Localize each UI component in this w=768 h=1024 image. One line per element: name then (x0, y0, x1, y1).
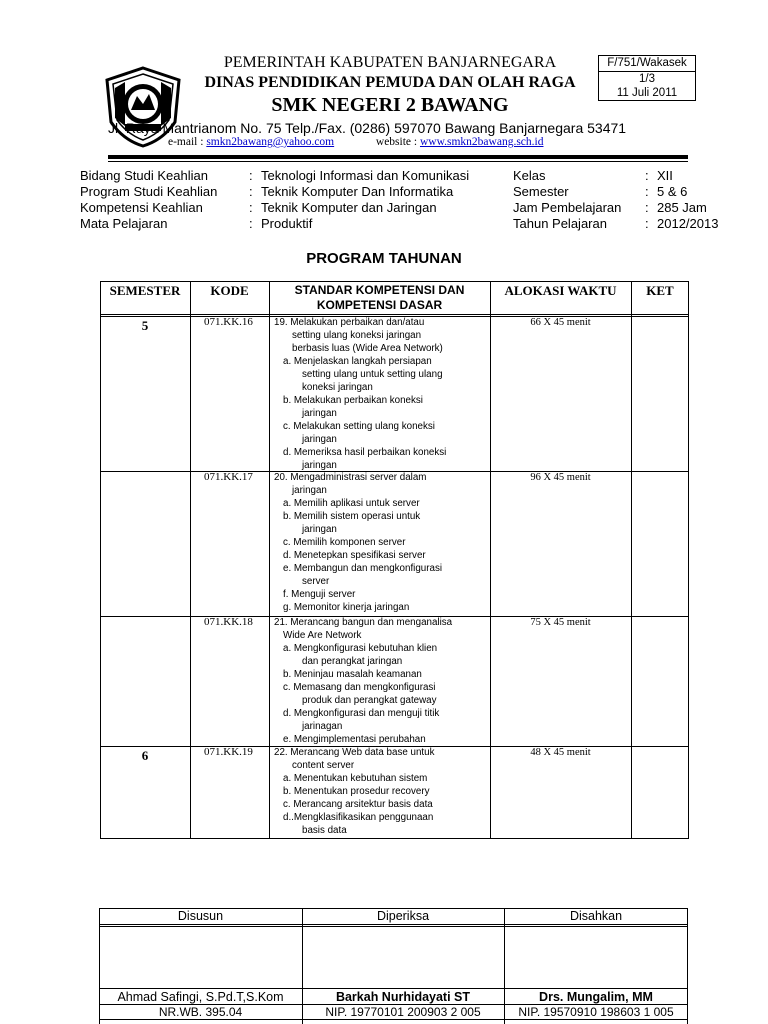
table-border (100, 838, 689, 839)
website-label: website : (375, 136, 418, 148)
info-value: XII (657, 168, 673, 183)
info-right-values (657, 168, 718, 232)
competency-line: jarinagan (302, 721, 343, 732)
competency-line: c. Melakukan setting ulang koneksi (283, 421, 435, 432)
competency-line: basis data (302, 825, 347, 836)
info-left-colons: : : : : (249, 168, 253, 231)
competency-line: e. Mengimplementasi perubahan (283, 734, 426, 745)
info-value: Produktif (261, 216, 313, 231)
doc-code: F/751/Wakasek (599, 56, 695, 72)
sign-name: Barkah Nurhidayati ST (335, 990, 471, 1004)
info-label: Kelas (513, 168, 546, 183)
competency-line: 19. Melakukan perbaikan dan/atau (274, 317, 425, 328)
competency-line: f. Menguji server (283, 589, 356, 600)
sign-header-disahkan: Disahkan (569, 909, 623, 923)
header-government: PEMERINTAH KABUPATEN BANJARNEGARA (223, 54, 557, 71)
competency-line: a. Menentukan kebutuhan sistem (283, 773, 428, 784)
header-divider (100, 314, 689, 315)
info-label: Tahun Pelajaran (513, 216, 607, 231)
signature-table (99, 908, 688, 1024)
competency-line: server (302, 576, 330, 587)
column-divider (190, 281, 191, 839)
competency-line: a. Menjelaskan langkah persiapan (283, 356, 432, 367)
competency-line: content server (292, 760, 355, 771)
competency-line: jaringan (292, 485, 327, 496)
competency-line: berbasis luas (Wide Area Network) (292, 343, 443, 354)
header-standar-line2: KOMPETENSI DASAR (316, 298, 443, 312)
sign-name: Ahmad Safingi, S.Pd.T,S.Kom (117, 990, 284, 1004)
sign-id: NIP. 19570910 198603 1 005 (518, 1005, 674, 1019)
info-label: Mata Pelajaran (80, 216, 168, 231)
header-kode: KODE (210, 283, 249, 298)
header-address: Jl. Raya Mantrianom No. 75 Telp./Fax. (0286) 597070 Bawang Banjarnegara 53471 (108, 120, 627, 136)
row-semester: 5 (141, 318, 149, 333)
row-divider (99, 988, 688, 989)
info-value: 5 & 6 (657, 184, 688, 199)
competency-line: jaringan (302, 524, 337, 535)
competency-line: d. Mengkonfigurasi dan menguji titik (283, 708, 440, 719)
competency-line: Wide Are Network (283, 630, 362, 641)
row-divider (99, 926, 688, 927)
column-divider (269, 281, 270, 839)
info-left-labels (80, 168, 217, 232)
table-border (688, 281, 689, 839)
row-divider (99, 924, 688, 925)
row-semester: 6 (141, 748, 149, 763)
competency-line: produk dan perangkat gateway (302, 695, 437, 706)
info-label: Bidang Studi Keahlian (80, 168, 208, 183)
competency-line: d. Menetepkan spesifikasi server (283, 550, 426, 561)
website-link[interactable]: www.smkn2bawang.sch.id (419, 136, 544, 148)
header-semester: SEMESTER (109, 283, 181, 298)
competency-line: jaringan (302, 408, 337, 419)
header-standar (269, 283, 490, 313)
competency-line: 22. Merancang Web data base untuk (274, 747, 435, 758)
competency-line: e. Membangun dan mengkonfigurasi (283, 563, 443, 574)
competency-line: c. Merancang arsitektur basis data (283, 799, 433, 810)
info-value: Teknologi Informasi dan Komunikasi (261, 168, 470, 183)
info-label: Jam Pembelajaran (513, 200, 622, 215)
competency-line: a. Memilih aplikasi untuk server (283, 498, 420, 509)
row-alokasi: 75 X 45 menit (530, 617, 591, 628)
competency-line: 20. Mengadministrasi server dalam (274, 472, 427, 483)
document-code-box (598, 55, 696, 101)
program-table (100, 281, 689, 839)
competency-line: b. Melakukan perbaikan koneksi (283, 395, 423, 406)
header-alokasi: ALOKASI WAKTU (504, 283, 617, 298)
info-left-values (261, 168, 469, 232)
row-kode: 071.KK.18 (204, 616, 253, 628)
competency-line: d..Mengklasifikasikan penggunaan (283, 812, 434, 823)
competency-line: b. Meninjau masalah keamanan (283, 669, 422, 680)
header-department: DINAS PENDIDIKAN PEMUDA DAN OLAH RAGA (204, 74, 576, 91)
competency-line: jaringan (302, 460, 337, 471)
header-school-name: SMK NEGERI 2 BAWANG (271, 94, 509, 116)
page-title: PROGRAM TAHUNAN (306, 250, 462, 267)
competency-line: g. Memonitor kinerja jaringan (283, 602, 410, 613)
row-kode: 071.KK.19 (204, 746, 253, 758)
competency-line: c. Memilih komponen server (283, 537, 406, 548)
row-alokasi: 66 X 45 menit (530, 317, 591, 328)
doc-date: 11 Juli 2011 (616, 87, 678, 99)
info-label: Semester (513, 184, 569, 199)
doc-page: 1/3 (639, 73, 655, 85)
info-label: Kompetensi Keahlian (80, 200, 203, 215)
row-divider (99, 1019, 688, 1020)
header-rule-thick (108, 155, 688, 159)
email-link[interactable]: smkn2bawang@yahoo.com (206, 136, 335, 148)
competency-line: jaringan (302, 434, 337, 445)
competency-line: setting ulang untuk setting ulang (302, 369, 443, 380)
sign-id: NIP. 19770101 200903 2 005 (325, 1005, 481, 1019)
table-border (100, 281, 689, 282)
header-contact (168, 136, 668, 148)
info-value: Teknik Komputer dan Jaringan (261, 200, 437, 215)
competency-line: c. Memasang dan mengkonfigurasi (283, 682, 436, 693)
row-competency (274, 616, 452, 746)
column-divider (631, 281, 632, 839)
info-right-labels (513, 168, 621, 232)
info-value: 2012/2013 (657, 216, 719, 231)
competency-line: 21. Merancang bangun dan menganalisa (274, 617, 453, 628)
competency-line: dan perangkat jaringan (302, 656, 403, 667)
header-standar-line1: STANDAR KOMPETENSI DAN (294, 283, 465, 297)
header-ket: KET (646, 283, 674, 298)
competency-line: b. Memilih sistem operasi untuk (283, 511, 421, 522)
row-kode: 071.KK.16 (204, 316, 253, 328)
sign-header-diperiksa: Diperiksa (376, 909, 430, 923)
competency-line: setting ulang koneksi jaringan (292, 330, 422, 341)
info-label: Program Studi Keahlian (80, 184, 218, 199)
row-kode: 071.KK.17 (204, 471, 253, 483)
header-rule-thin (108, 161, 688, 162)
row-competency (274, 316, 446, 472)
row-alokasi: 48 X 45 menit (530, 747, 591, 758)
row-competency (274, 746, 435, 837)
sign-name: Drs. Mungalim, MM (539, 990, 653, 1004)
info-value: 285 Jam (657, 200, 707, 215)
row-alokasi: 96 X 45 menit (530, 472, 591, 483)
competency-line: d. Memeriksa hasil perbaikan koneksi (283, 447, 447, 458)
row-competency (274, 471, 442, 614)
competency-line: koneksi jaringan (302, 382, 373, 393)
info-right-colons: : : : : (645, 168, 649, 231)
info-value: Teknik Komputer Dan Informatika (261, 184, 454, 199)
competency-line: b. Menentukan prosedur recovery (283, 786, 430, 797)
competency-line: a. Mengkonfigurasi kebutuhan klien (283, 643, 438, 654)
email-label: e-mail : (168, 136, 204, 148)
sign-id: NR.WB. 395.04 (158, 1005, 243, 1019)
sign-header-disusun: Disusun (177, 909, 224, 923)
